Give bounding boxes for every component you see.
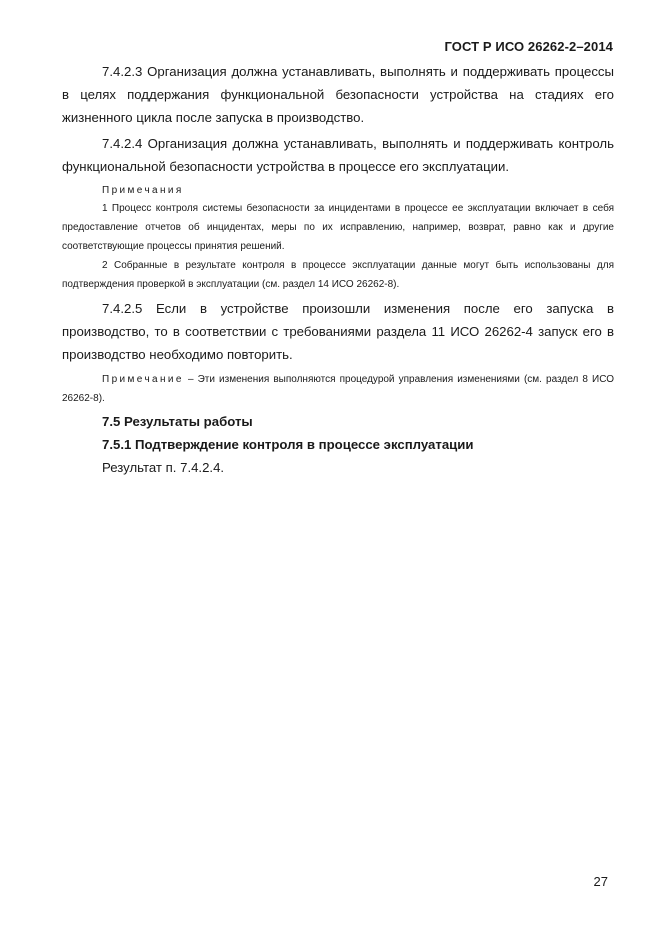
paragraph-result: Результат п. 7.4.2.4. <box>102 460 225 475</box>
paragraph-7-4-2-3: 7.4.2.3 Организация должна устанавливать, выполнять и поддерживать процессы в целях поддержания функциональной безопасности устройства на стадиях его жизненного цикла после запуска в производство. <box>62 64 614 125</box>
notes-title: Примечания <box>102 185 184 196</box>
note-single <box>62 370 614 408</box>
heading-7-5: 7.5 Результаты работы <box>102 414 253 429</box>
note-label: Примечание <box>102 374 184 385</box>
document-header: ГОСТ Р ИСО 26262-2–2014 <box>444 39 613 54</box>
paragraph-7-4-2-5: 7.4.2.5 Если в устройстве произошли изменения после его запуска в производство, то в соответствии с требованиями раздела 11 ИСО 26262-4 запуск его в производство необходимо повторить. <box>62 301 614 362</box>
paragraph-7-4-2-4: 7.4.2.4 Организация должна устанавливать, выполнять и поддерживать контроль функциональной безопасности устройства в процессе его эксплуатации. <box>62 136 614 174</box>
page-number: 27 <box>593 874 608 889</box>
note-2: 2 Собранные в результате контроля в процессе эксплуатации данные могут быть использованы для подтверждения проверкой в эксплуатации (см. раздел 14 ИСО 26262-8). <box>62 260 614 290</box>
note-1: 1 Процесс контроля системы безопасности за инцидентами в процессе ее эксплуатации включает в себя предоставление отчетов об инцидентах, меры по их исправлению, например, возврат, равно как и другие соответствующие процессы принятия решений. <box>62 203 614 252</box>
page-content <box>62 60 614 479</box>
heading-7-5-1: 7.5.1 Подтверждение контроля в процессе эксплуатации <box>102 437 474 452</box>
note-text: – Эти изменения выполняются процедурой управления изменениями (см. раздел 8 ИСО 26262-8). <box>62 374 614 404</box>
